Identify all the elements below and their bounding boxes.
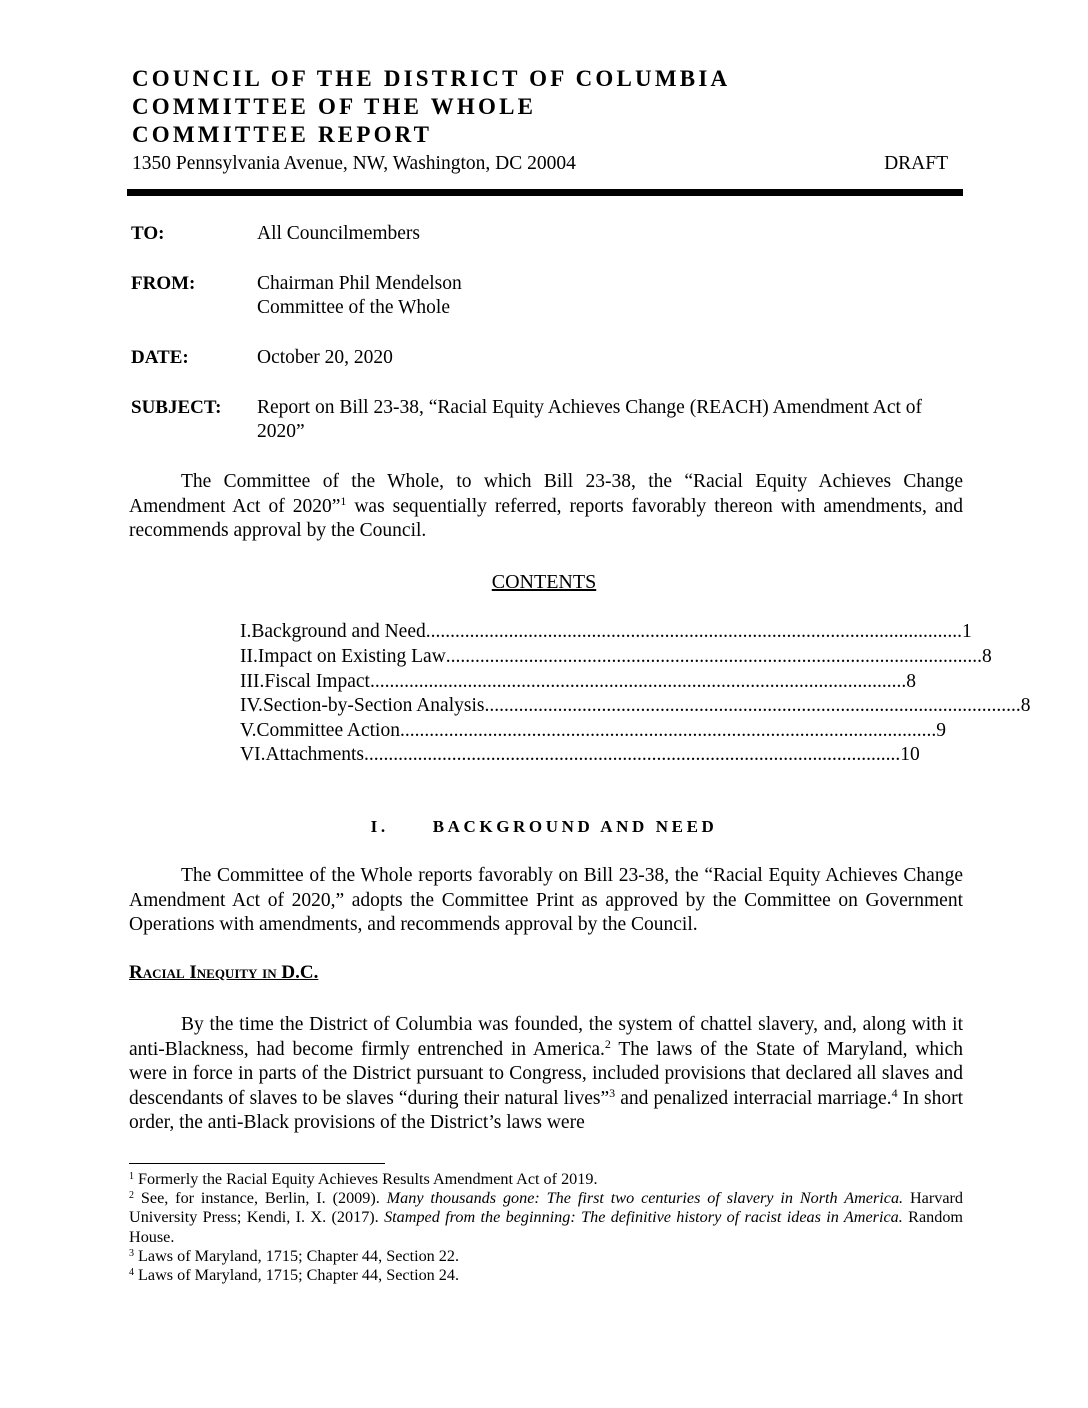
date-label: DATE:: [131, 347, 189, 368]
section-heading: [0, 817, 1088, 837]
citation-title: Stamped from the beginning: The definitive history of racist ideas in America.: [384, 1208, 903, 1227]
footnote-number: 2: [129, 1190, 134, 1202]
committee-name: COMMITTEE OF THE WHOLE: [132, 94, 537, 119]
toc-number: II.: [240, 646, 258, 667]
footnote-text: Random House.: [129, 1208, 964, 1246]
subject-value: Report on Bill 23-38, “Racial Equity Achieves Change (REACH) Amendment Act of 2020”: [257, 397, 923, 442]
footnote-text: Formerly the Racial Equity Achieves Results Amendment Act of 2019.: [134, 1170, 598, 1188]
footnote-number: 3: [129, 1247, 134, 1259]
history-text-d: In short order, the anti-Black provisions of the District’s laws were: [129, 1087, 963, 1133]
footnotes: [129, 1170, 963, 1285]
header-rule: [127, 189, 963, 196]
citation-title: Many thousands gone: The first two centuries of slavery in North America.: [386, 1189, 904, 1208]
footnote-2: [129, 1189, 963, 1247]
toc-page: 8: [906, 671, 916, 692]
toc-title: Background and Need: [251, 621, 426, 642]
from-committee: Committee of the Whole: [257, 297, 450, 318]
council-name: COUNCIL OF THE DISTRICT OF COLUMBIA: [132, 66, 731, 91]
toc-title: Section-by-Section Analysis: [262, 695, 485, 716]
to-value: All Councilmembers: [257, 223, 421, 244]
toc-number: VI.: [240, 744, 266, 765]
toc-item[interactable]: [240, 719, 946, 743]
toc-item[interactable]: [240, 670, 916, 694]
footnote-3: [129, 1247, 963, 1266]
footnote-text: Harvard University Press; Kendi, I. X. (2017).: [129, 1189, 963, 1227]
from-label: FROM:: [131, 273, 196, 294]
footnote-ref-3[interactable]: 3: [609, 1085, 616, 1100]
intro-text-1: The Committee of the Whole, to which Bill 23-38, the “Racial Equity Achieves Change Amendment Act of 2020”: [129, 471, 963, 517]
footnote-text: See, for instance, Berlin, I. (2009).: [134, 1189, 387, 1208]
contents-title: CONTENTS: [491, 571, 597, 593]
toc-number: I.: [240, 621, 252, 642]
history-paragraph: [129, 1013, 963, 1136]
toc-page: 1: [961, 621, 972, 642]
address: 1350 Pennsylvania Avenue, NW, Washington, DC 20004: [132, 153, 576, 174]
toc-page: 9: [936, 720, 946, 741]
toc-item[interactable]: [240, 645, 992, 669]
toc-leader: ..............................................................................................................: [445, 646, 983, 667]
toc-number: IV.: [240, 695, 263, 716]
toc-page: 8: [1020, 695, 1031, 716]
toc-title: Attachments: [265, 744, 365, 765]
history-text-a: By the time the District of Columbia was founded, the system of chattel slavery, and, along with it anti-Blackness, had become firmly entrenched in America.: [129, 1014, 963, 1060]
toc-item[interactable]: [240, 694, 1031, 718]
intro-paragraph: [129, 470, 963, 544]
footnote-number: 1: [129, 1171, 134, 1182]
section-title: BACKGROUND AND NEED: [432, 817, 718, 836]
draft-label: DRAFT: [884, 153, 948, 174]
footnote-ref-2[interactable]: 2: [604, 1036, 611, 1051]
toc-leader: ..............................................................................................................: [399, 720, 937, 741]
toc-item[interactable]: [240, 620, 972, 644]
date-value: October 20, 2020: [257, 347, 393, 368]
toc-leader: ..............................................................................................................: [484, 695, 1021, 716]
history-text-b: The laws of the State of Maryland, which were in force in parts of the District pursuant to Congress, included provisions that declared all slaves and descendants of slaves to be slaves “during their natural lives”: [129, 1038, 963, 1109]
toc-page: 10: [900, 744, 920, 765]
toc-leader: ..............................................................................................................: [369, 671, 907, 692]
footnote-1: [129, 1170, 963, 1189]
footnote-ref-4[interactable]: 4: [891, 1085, 898, 1100]
toc-leader: ..............................................................................................................: [425, 621, 962, 642]
toc-title: Impact on Existing Law: [257, 646, 446, 667]
toc-item[interactable]: [240, 743, 920, 767]
background-paragraph: The Committee of the Whole reports favorably on Bill 23-38, the “Racial Equity Achieves Change Amendment Act of 2020,” adopts the Committee Print as approved by the Committee on Government Operations with amendments, and recommends approval by the Council.: [129, 865, 963, 935]
footnote-4: [129, 1266, 963, 1285]
history-text-c: and penalized interracial marriage.: [615, 1087, 892, 1109]
address-line: [132, 152, 962, 176]
toc-page: 8: [982, 646, 992, 667]
to-label: TO:: [131, 223, 165, 244]
report-type: COMMITTEE REPORT: [132, 122, 433, 147]
subject-label: SUBJECT:: [131, 397, 222, 418]
subheading: Racial Inequity in D.C.: [129, 962, 319, 983]
toc-leader: ..............................................................................................................: [364, 744, 901, 765]
toc-number: V.: [240, 720, 257, 741]
from-name: Chairman Phil Mendelson: [257, 273, 462, 294]
footnote-number: 4: [129, 1267, 134, 1279]
footnote-ref-1[interactable]: 1: [340, 493, 347, 508]
toc-title: Fiscal Impact: [264, 671, 370, 692]
intro-text-2: was sequentially referred, reports favorably thereon with amendments, and recommends approval by the Council.: [129, 495, 963, 541]
toc-title: Committee Action: [256, 720, 400, 741]
section-number: I.: [370, 817, 389, 836]
toc-number: III.: [240, 671, 265, 692]
footnote-text: Laws of Maryland, 1715; Chapter 44, Section 24.: [134, 1266, 460, 1285]
footnote-text: Laws of Maryland, 1715; Chapter 44, Section 22.: [134, 1246, 460, 1265]
footnote-rule: [129, 1163, 385, 1164]
